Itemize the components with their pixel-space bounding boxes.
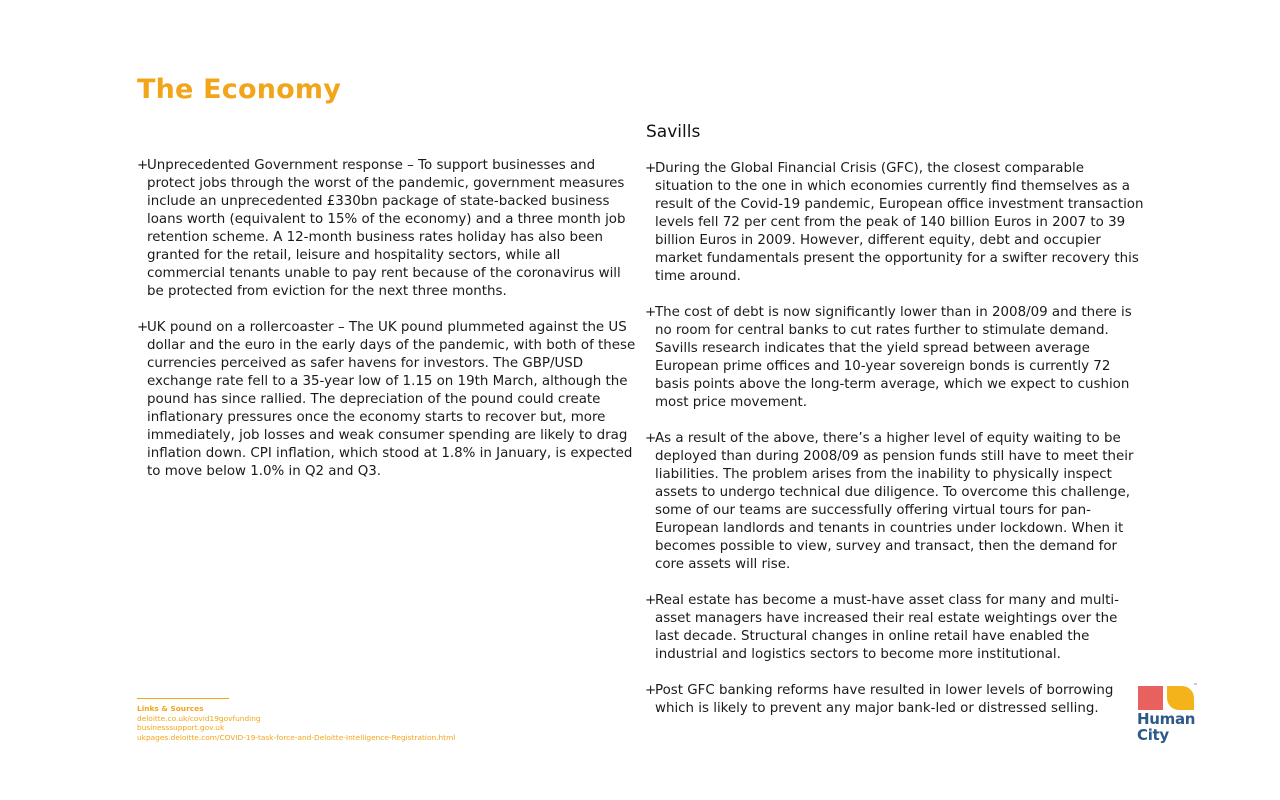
right-bullet-list	[645, 160, 1145, 718]
bullet-real-estate	[645, 592, 1145, 664]
sources-divider	[137, 698, 229, 699]
source-link-business-support[interactable]: businesssupport.gov.uk	[137, 723, 225, 733]
human-city-mark-icon	[1138, 683, 1198, 711]
bullet-marker: +	[137, 320, 149, 335]
bullet-marker: +	[645, 161, 657, 176]
human-city-logo	[1137, 681, 1199, 745]
savills-heading: Savills	[646, 122, 701, 142]
bullet-text: Post GFC banking reforms have resulted in lower levels of borrowing which is likely to prevent any major bank-led or distressed selling.	[655, 683, 1114, 716]
page-title: The Economy	[137, 74, 342, 105]
logo-word-human: Human	[1137, 710, 1196, 728]
bullet-marker: +	[645, 593, 657, 608]
bullet-government-response	[137, 157, 637, 301]
logo-wordmark	[1137, 711, 1195, 743]
bullet-marker: +	[645, 683, 657, 698]
source-link-deloitte-registration[interactable]: ukpages.deloitte.com/COVID-19-task-force-and-Deloitte-Intelligence-Registration.html	[137, 732, 456, 742]
bullet-text: UK pound on a rollercoaster – The UK pound plummeted against the US dollar and the euro in the early days of the pandemic, with both of these currencies perceived as safer havens for investors. The GBP/USD exchange rate fell to a 35-year low of 1.15 on 19th March, although the pound has since rallied. The depreciation of the pound could create inflationary pressures once the economy starts to recover but, more immediately, job losses and weak consumer spending are likely to drag inflation down. CPI inflation, which stood at 1.8% in January, is expected to move below 1.0% in Q2 and Q3.	[147, 320, 636, 479]
trademark-symbol: ™	[1193, 683, 1198, 689]
bullet-marker: +	[137, 158, 149, 173]
bullet-text: The cost of debt is now significantly lower than in 2008/09 and there is no room for central banks to cut rates further to stimulate demand. Savills research indicates that the yield spread between average European prime offices and 10-year sovereign bonds is currently 72 basis points above the long-term average, which we expect to cushion most price movement.	[655, 305, 1132, 410]
bullet-marker: +	[645, 431, 657, 446]
left-bullet-list	[137, 157, 637, 481]
bullet-text: As a result of the above, there’s a higher level of equity waiting to be deployed than during 2008/09 as pension funds still have to meet their liabilities. The problem arises from the inability to physically inspect assets to undergo technical due diligence. To overcome this challenge, some of our teams are successfully offering virtual tours for pan-European landlords and tenants in countries under lockdown. When it becomes possible to view, survey and transact, then the demand for core assets will rise.	[655, 431, 1134, 572]
bullet-text: Unprecedented Government response – To support businesses and protect jobs through the worst of the pandemic, government measures include an unprecedented £330bn package of state-backed business loans worth (equivalent to 15% of the economy) and a three month job retention scheme. A 12-month business rates holiday has also been granted for the retail, leisure and hospitality sectors, while all commercial tenants unable to pay rent because of the coronavirus will be protected from eviction for the next three months.	[147, 158, 626, 299]
sources-title: Links & Sources	[137, 704, 204, 713]
logo-word-city: City	[1137, 726, 1169, 744]
bullet-marker: +	[645, 305, 657, 320]
links-and-sources	[137, 698, 467, 742]
bullet-cost-of-debt	[645, 304, 1145, 412]
bullet-text: During the Global Financial Crisis (GFC), the closest comparable situation to the one in which economies currently find themselves as a result of the Covid-19 pandemic, European office investment transaction levels fell 72 per cent from the peak of 140 billion Euros in 2007 to 39 billion Euros in 2009. However, different equity, debt and occupier market fundamentals present the opportunity for a swifter recovery this time around.	[655, 161, 1144, 284]
source-link-deloitte-funding[interactable]: deloitte.co.uk/covid19govfunding	[137, 713, 261, 723]
bullet-uk-pound	[137, 319, 637, 481]
bullet-banking-reforms	[645, 682, 1145, 718]
bullet-equity	[645, 430, 1145, 574]
bullet-text: Real estate has become a must-have asset class for many and multi-asset managers have increased their real estate weightings over the last decade. Structural changes in online retail have enabled the industrial and logistics sectors to become more institutional.	[655, 593, 1119, 662]
bullet-gfc	[645, 160, 1145, 286]
